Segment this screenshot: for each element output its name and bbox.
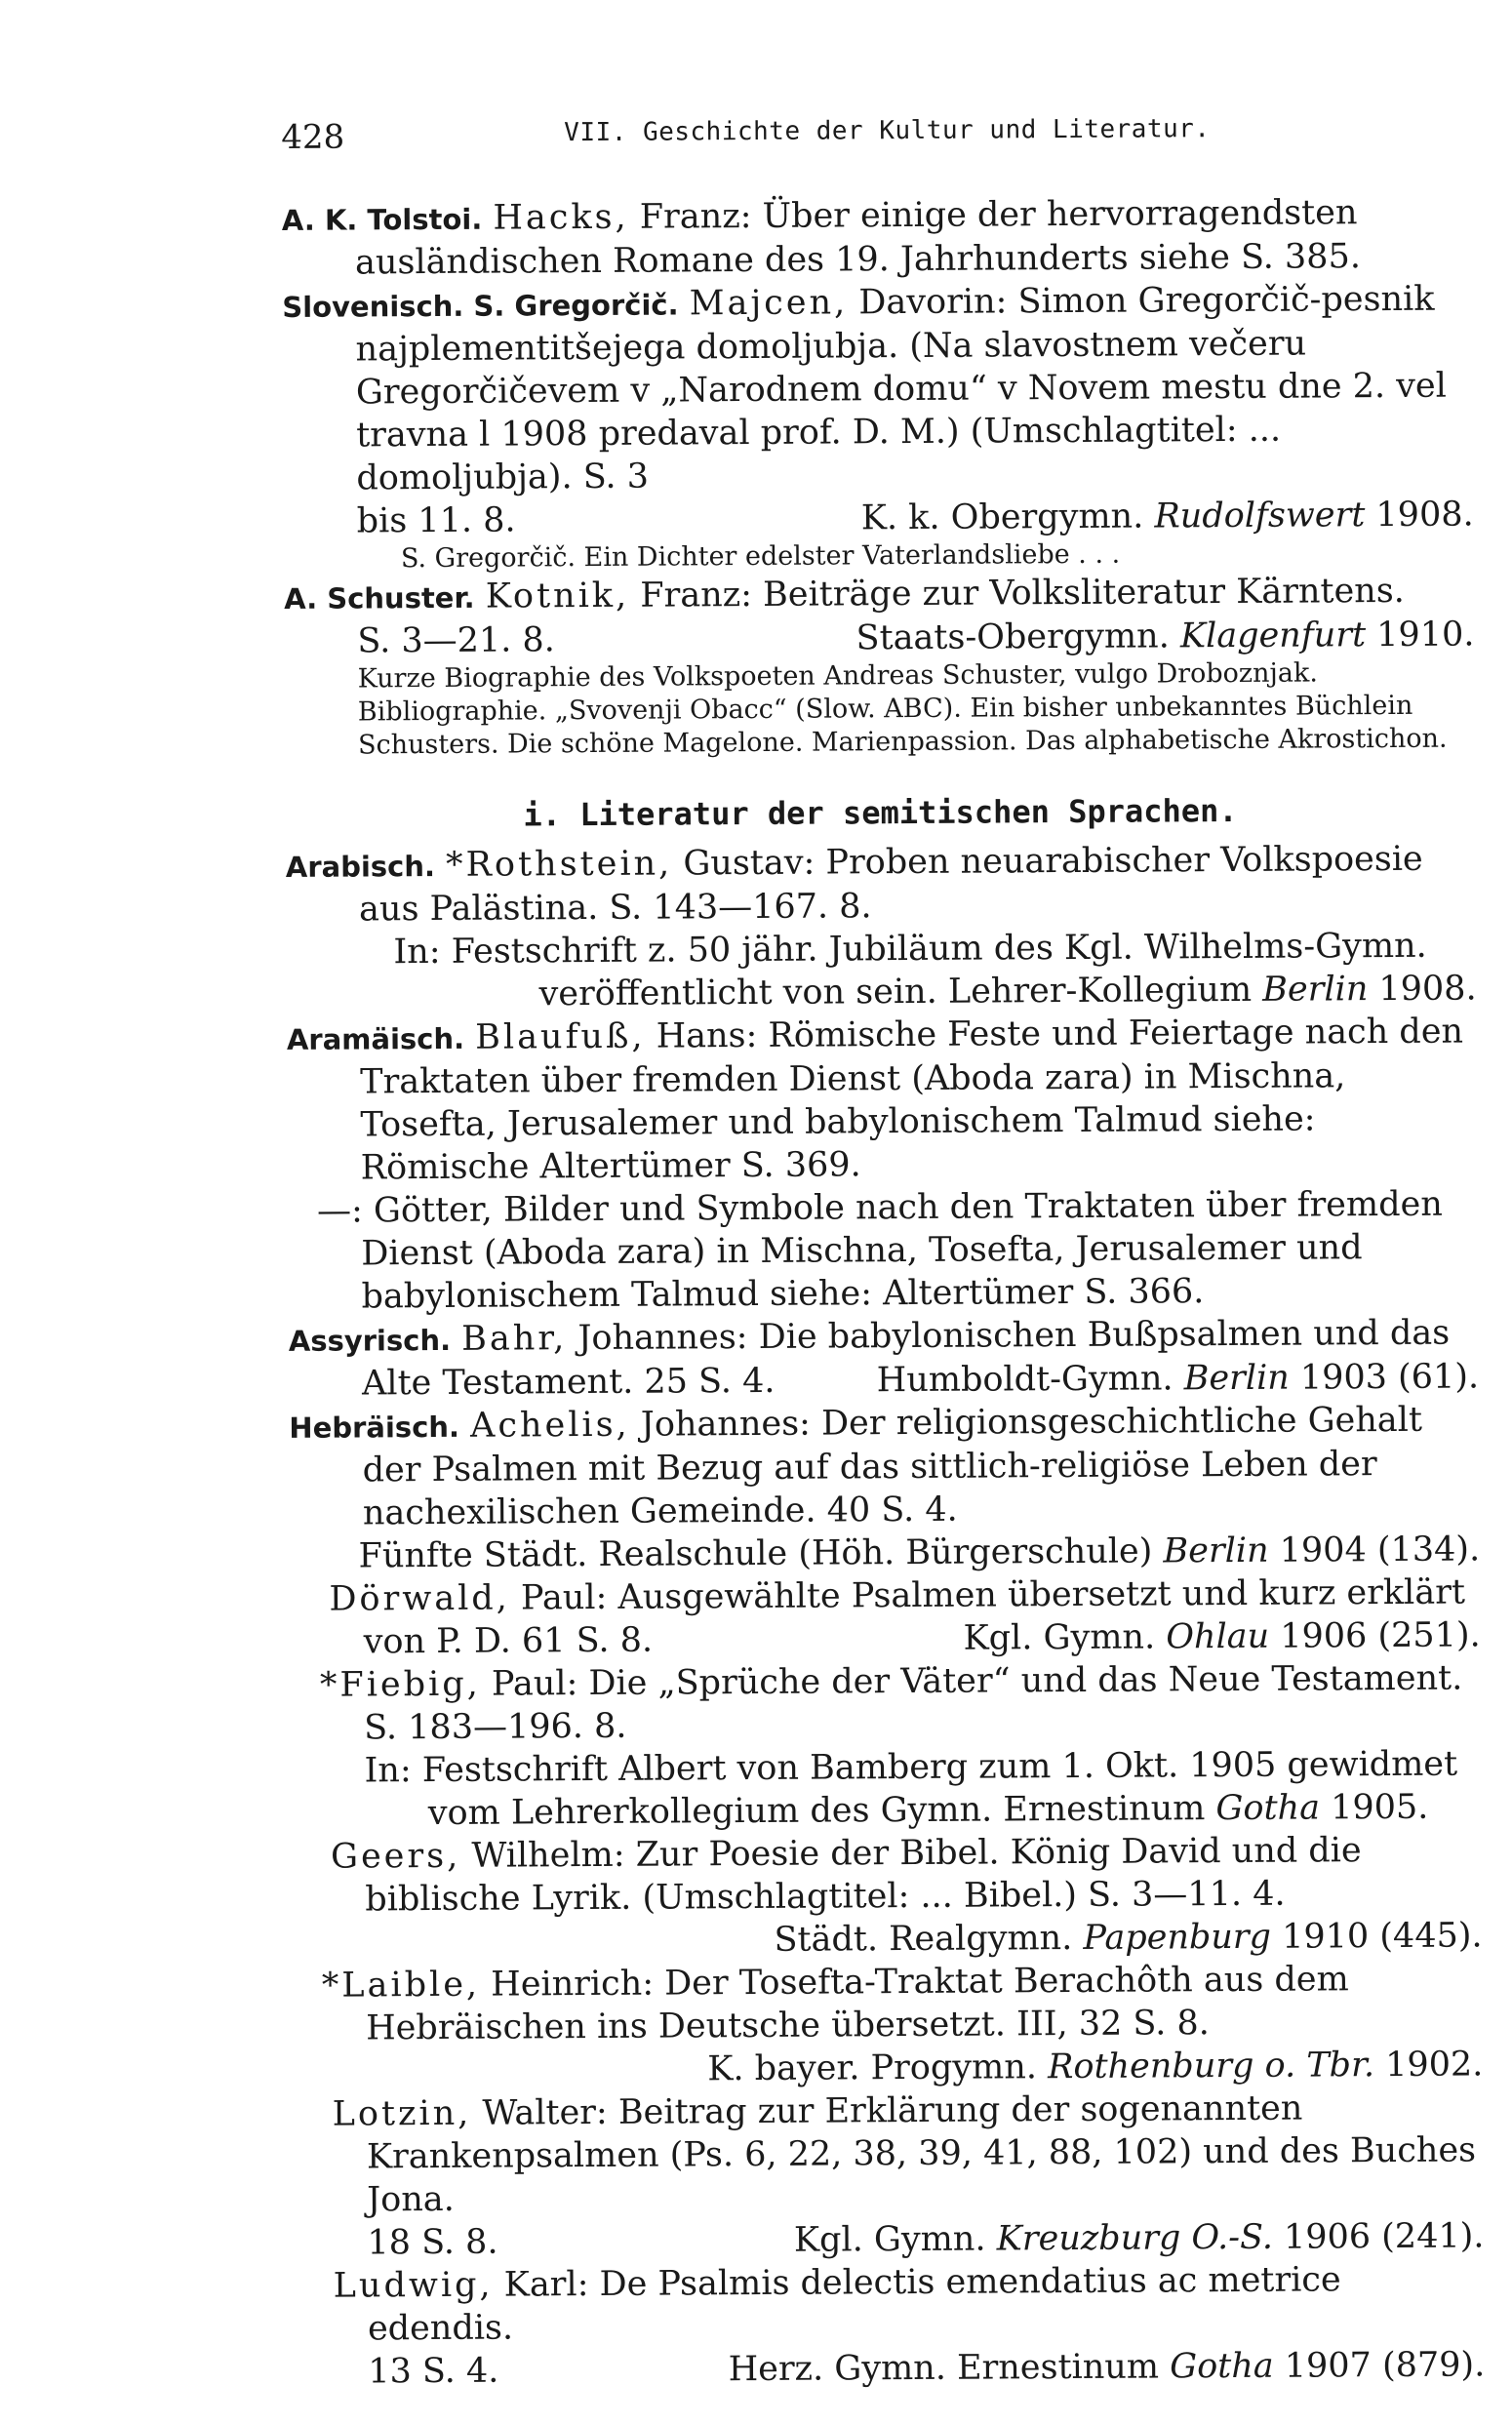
entry-imprint	[290, 1528, 1480, 1577]
running-title: VII. Geschichte der Kultur und Literatur.	[564, 114, 1211, 148]
author-name: Kotnik,	[485, 576, 630, 616]
entry-text: Wilhelm: Zur Poesie der Bibel. König David und die biblische Lyrik. (Umschlagtitel: ... Bibel.) S. 3—11. 4.	[365, 1831, 1362, 1920]
place-name: Gotha	[1170, 2346, 1274, 2387]
author-name: Hacks,	[493, 197, 629, 238]
school-name: Kgl. Gymn.	[793, 2219, 997, 2260]
entry-dorwald	[290, 1570, 1480, 1620]
author-name: Blaufuß,	[475, 1016, 646, 1057]
imprint-pages: 13 S. 4.	[368, 2351, 499, 2392]
subject-heading: A. K. Tolstoi.	[281, 202, 483, 237]
imprint-pages: 18 S. 8.	[367, 2222, 498, 2263]
imprint-school	[538, 967, 1476, 1015]
school-name: veröffentlicht von sein. Lehrer-Kollegium	[538, 970, 1263, 1014]
author-name: Dörwald,	[329, 1578, 510, 1619]
school-name: Staats-Obergymn.	[855, 616, 1181, 658]
imprint-school	[729, 2343, 1486, 2391]
subject-heading: Assyrisch.	[288, 1323, 452, 1358]
place-name: Klagenfurt	[1179, 616, 1367, 656]
entry-gregorcic	[282, 277, 1473, 499]
in-line	[286, 924, 1476, 974]
imprint-school	[794, 2214, 1485, 2261]
entry-text: Walter: Beitrag zur Erklärung der sogenannten Krankenpsalmen (Ps. 6, 22, 38, 39, 41, 88, 102) und des Buches Jona.	[366, 2088, 1477, 2220]
entry-text: Paul: Die „Sprüche der Väter“ und das Neue Testament. S. 183—196. 8.	[364, 1658, 1463, 1748]
entry-lotzin	[294, 2086, 1485, 2221]
entry-ludwig	[295, 2257, 1486, 2350]
imprint-school	[877, 1355, 1480, 1402]
year: 1908.	[1365, 495, 1474, 536]
entry-fiebig	[291, 1656, 1482, 1749]
page-body	[282, 190, 1486, 2393]
year: 1904 (134).	[1268, 1530, 1481, 1570]
imprint-school	[707, 2043, 1483, 2090]
imprint-pages: von P. D. 61 S. 8.	[363, 1620, 654, 1662]
place-name: Kreuzburg O.-S.	[996, 2217, 1274, 2259]
entry-text: Franz: Beiträge zur Volksliteratur Kärntens.	[629, 571, 1405, 616]
school-name: Städt. Realgymn.	[774, 1918, 1084, 1960]
entry-tolstoi	[282, 190, 1473, 284]
year: 1903 (61).	[1289, 1357, 1480, 1398]
in-reference: In: Festschrift Albert von Bamberg zum 1. Okt. 1905 gewidmet vom Lehrerkollegium des Gymn. Ernestinum	[364, 1744, 1458, 1834]
author-name: Geers,	[330, 1836, 461, 1877]
place-name: Gotha	[1215, 1788, 1321, 1829]
place-name: Rothenburg o. Tbr.	[1047, 2046, 1375, 2087]
subject-heading: Aramäisch.	[286, 1021, 465, 1056]
page-header	[281, 112, 1256, 157]
entry-schuster	[284, 569, 1474, 619]
entry-geers	[292, 1828, 1483, 1921]
school-name: Humboldt-Gymn.	[876, 1359, 1184, 1401]
school-name: Kgl. Gymn.	[963, 1617, 1167, 1658]
entry-imprint	[284, 493, 1474, 542]
author-name: Achelis,	[469, 1405, 630, 1446]
entry-text: Karl: De Psalmis delectis emendatius ac metrice edendis.	[367, 2260, 1341, 2349]
entry-laible	[293, 1957, 1484, 2049]
author-name: Ludwig,	[333, 2265, 494, 2306]
imprint-pages: bis 11. 8.	[356, 500, 516, 541]
author-name: *Rothstein,	[445, 844, 673, 885]
entry-imprint	[291, 1613, 1481, 1663]
entry-text: Johannes: Die babylonischen Bußpsalmen und das	[567, 1313, 1451, 1359]
imprint-pages: Alte Testament. 25 S. 4.	[361, 1361, 776, 1404]
in-reference: In: Festschrift z. 50 jähr. Jubiläum des Kgl. Wilhelms-Gymn.	[393, 926, 1427, 973]
entry-imprint	[292, 1914, 1482, 1964]
subject-heading: Arabisch.	[285, 850, 436, 884]
entry-text: Heinrich: Der Tosefta-Traktat Berachôth aus dem Hebräischen ins Deutsche übersetzt. III, 32 S. 8.	[365, 1960, 1349, 2048]
year: 1910.	[1365, 615, 1475, 656]
year: 1902.	[1373, 2045, 1484, 2086]
entry-blaufuss	[287, 1010, 1478, 1189]
place-name: Berlin	[1183, 1358, 1290, 1399]
entry-imprint	[295, 2343, 1485, 2393]
annotation: Kurze Biographie des Volkspoeten Andreas Schuster, vulgo Droboznjak. Bibliographie. „Svovenji Obacc“ (Slow. ABC). Ein bisher unbekanntes Büchlein Schusters. Die schöne Magelone. Marienpassion. Das alphabetische Akrostichon.	[357, 657, 1448, 761]
entry-bahr	[289, 1311, 1479, 1362]
school-name: K. k. Obergymn.	[860, 497, 1155, 538]
page-number: 428	[281, 117, 345, 157]
place-name: Rudolfswert	[1154, 496, 1366, 536]
year: 1905.	[1319, 1787, 1429, 1828]
in-line	[291, 1742, 1482, 1835]
author-name: *Fiebig,	[319, 1664, 481, 1705]
entry-achelis	[289, 1398, 1480, 1534]
school-name: Fünfte Städt. Realschule (Höh. Bürgerschule)	[358, 1531, 1164, 1576]
entry-imprint	[294, 2214, 1484, 2264]
year: 1908.	[1368, 969, 1477, 1010]
place-name: Papenburg	[1083, 1917, 1272, 1958]
author-name: Majcen,	[689, 283, 849, 324]
entry-imprint	[293, 2043, 1483, 2092]
school-name: Herz. Gymn. Ernestinum	[728, 2347, 1171, 2390]
entry-blaufuss-2: —: Götter, Bilder und Symbole nach den Traktaten über fremden Dienst (Aboda zara) in Mischna, Tosefta, Jerusalemer und babylonischem Talmud siehe: Altertümer S. 366.	[316, 1184, 1443, 1317]
entry-text: Gustav: Proben neuarabischer Volkspoesie aus Palästina. S. 143—167. 8.	[358, 839, 1423, 930]
entry-imprint	[289, 1355, 1479, 1405]
imprint-school	[774, 1914, 1482, 1961]
entry-text: Paul: Ausgewählte Psalmen übersetzt und kurz erklärt	[509, 1572, 1466, 1618]
entry-rothstein	[286, 837, 1477, 931]
entry-text: Hans: Römische Feste und Feiertage nach den Traktaten über fremden Dienst (Aboda zara) in Mischna, Tosefta, Jerusalemer und babylonischem Talmud siehe: Römische Altertümer S. 369.	[360, 1012, 1464, 1188]
author-name: *Laible,	[321, 1965, 481, 2006]
place-name: Berlin	[1163, 1530, 1269, 1571]
entry-text: Franz: Über einige der hervorragendsten ausländischen Romane des 19. Jahrhunderts siehe S. 385.	[354, 193, 1362, 283]
year: 1910 (445).	[1270, 1916, 1483, 1957]
school-name: K. bayer. Progymn.	[707, 2047, 1049, 2089]
entry-imprint	[284, 613, 1474, 662]
subject-heading: Slovenisch. S. Gregorčič.	[282, 288, 679, 324]
annotation: S. Gregorčič. Ein Dichter edelster Vaterlandsliebe . . .	[400, 538, 1121, 575]
imprint-school	[861, 493, 1474, 539]
author-name: Lotzin,	[332, 2093, 472, 2134]
subject-heading: A. Schuster.	[284, 580, 475, 616]
year: 1906 (241).	[1272, 2216, 1485, 2257]
author-name: Bahr,	[461, 1319, 568, 1359]
year: 1907 (879).	[1273, 2345, 1486, 2386]
subject-heading: Hebräisch.	[289, 1410, 460, 1445]
section-title: i. Literatur der semitischen Sprachen.	[523, 791, 1238, 834]
imprint-school	[855, 613, 1474, 659]
imprint-school	[358, 1528, 1480, 1577]
imprint-pages: S. 3—21. 8.	[357, 620, 555, 661]
place-name: Ohlau	[1166, 1616, 1270, 1657]
entry-text: Johannes: Der religionsgeschichtliche Gehalt der Psalmen mit Bezug auf das sittlich-religiöse Leben der nachexilischen Gemeinde. 40 S. 4.	[362, 1400, 1423, 1533]
entry-text: Davorin: Simon Gregorčič-pesnik najplementitšejega domoljubja. (Na slavostnem večeru Gregorčičevem v „Narodnem domu“ v Novem mestu dne 2. vel travna l 1908 predaval prof. D. M.) (Umschlagtitel: ... domoljubja). S. 3	[355, 279, 1448, 498]
entry-imprint	[287, 967, 1477, 1016]
year: 1906 (251).	[1268, 1615, 1481, 1656]
imprint-school	[963, 1613, 1480, 1659]
place-name: Berlin	[1262, 970, 1369, 1010]
